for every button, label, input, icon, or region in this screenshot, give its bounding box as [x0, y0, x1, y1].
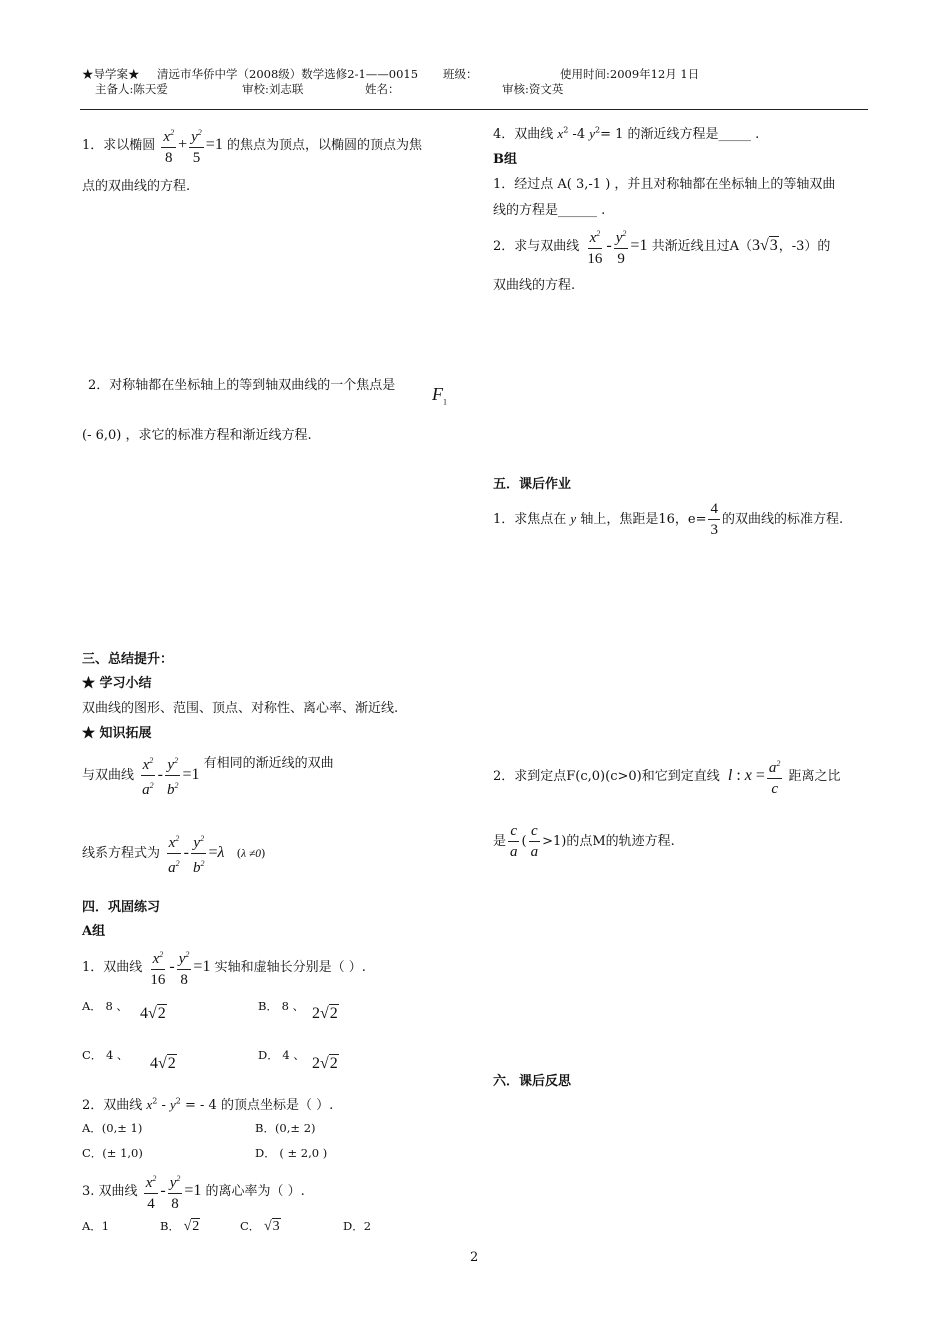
homework-1: 1．求焦点在 y 轴上，焦距是16，e= $\frac{4}{3}$ 的双曲线的标准方程. — [493, 501, 844, 538]
section-6-title: 六．课后反思 — [493, 1074, 572, 1089]
group-b-label: B组 — [493, 152, 517, 167]
option-a1-A: A． 8 、 — [82, 999, 128, 1013]
star-summary: ★ 学习小结 — [82, 676, 152, 691]
sqrt-expression: 4√2 — [150, 1055, 176, 1072]
extension-line-2: 线系方程式为 $\frac{x^2}{a^2}$ - $\frac{y^2}{b^2}$ =λ (λ ≠0) — [82, 830, 266, 877]
option-a2-A: A．(0,± 1) — [82, 1121, 143, 1135]
header-name: 姓名： — [365, 82, 400, 96]
practice-a3: 3. 双曲线 $\frac{x^2}{4}$ - $\frac{y^2}{8}$ =1 的离心率为（ ）. — [82, 1170, 305, 1213]
option-a1-B: B． 8 、 — [258, 999, 305, 1013]
page-number: 2 — [470, 1250, 479, 1265]
homework-2-cont: 是 $\frac{c}{a}$ ( $\frac{c}{a}$ >1)的点M的轨迹方程. — [493, 823, 675, 860]
fraction: $\frac{y^2}{b^2}$ — [165, 752, 181, 799]
header-author: 主备人:陈天爱 — [95, 82, 168, 96]
sqrt-expression: 2√2 — [312, 1005, 338, 1022]
question-b1-cont: 线的方程是______ . — [493, 203, 606, 218]
section-5-title: 五．课后作业 — [493, 477, 572, 492]
fraction: $\frac{x^2}{4}$ — [144, 1170, 159, 1213]
fraction: $\frac{a^2}{c}$ — [767, 755, 783, 798]
question-b2-cont: 双曲线的方程. — [493, 278, 576, 293]
option-a3-B: B． √2 — [160, 1219, 200, 1234]
option-a2-C: C．(± 1,0) — [82, 1146, 143, 1160]
fraction: $\frac{x^2}{a^2}$ — [140, 752, 156, 799]
option-a1-C: C． 4 、 — [82, 1048, 129, 1062]
option-a2-B: B．(0,± 2) — [255, 1121, 316, 1135]
fraction: $\frac{y^2}{b^2}$ — [191, 830, 207, 877]
section-3-title: 三、总结提升： — [82, 652, 174, 667]
fraction: $\frac{y^2}{8}$ — [168, 1170, 183, 1213]
header-class: 班级： — [443, 67, 478, 81]
fraction: $\frac{x^2}{8}$ — [161, 124, 176, 167]
practice-a1: 1．双曲线 $\frac{x^2}{16}$ - $\frac{y^2}{8}$ =1 实轴和虚轴长分别是（ ）. — [82, 946, 366, 989]
group-a-label: A组 — [82, 924, 106, 939]
question-b1: 1．经过点 A( 3,-1 ) ，并且对称轴都在坐标轴上的等轴双曲 — [493, 177, 836, 192]
option-a3-A: A．1 — [82, 1219, 110, 1233]
header-date: 使用时间:2009年12月 1日 — [560, 67, 700, 81]
question-1-cont: 点的双曲线的方程. — [82, 179, 191, 194]
question-b2: 2．求与双曲线 $\frac{x^2}{16}$ - $\frac{y^2}{9}$ =1 共渐近线且过A（3√3，-3）的 — [493, 225, 830, 268]
focus-F1: $F_1$ — [432, 384, 447, 407]
fraction: $\frac{x^2}{16}$ — [585, 225, 604, 268]
fraction: $\frac{c}{a}$ — [530, 823, 539, 860]
fraction: $\frac{c}{a}$ — [510, 823, 518, 860]
question-2-cont: (- 6,0) ，求它的标准方程和渐近线方程. — [82, 428, 312, 443]
extension-line-1: 与双曲线 $\frac{x^2}{a^2}$ - $\frac{y^2}{b^2}$ =1 有相同的渐近线的双曲 — [82, 752, 334, 799]
fraction: $\frac{y^2}{8}$ — [177, 946, 192, 989]
option-a3-C: C． √3 — [240, 1219, 280, 1234]
header-school: 清远市华侨中学（2008级）数学选修2-1——0015 — [157, 67, 419, 81]
fraction: $\frac{x^2}{a^2}$ — [166, 830, 182, 877]
option-a2-D: D． ( ± 2,0 ) — [255, 1146, 328, 1160]
summary-text: 双曲线的图形、范围、顶点、对称性、离心率、渐近线. — [82, 701, 399, 716]
header-title: ★导学案★ — [82, 67, 140, 81]
option-a3-D: D．2 — [343, 1219, 372, 1233]
question-4: 4．双曲线 $x^2$ -4 $y^2= 1$ 的渐近线方程是_____ . — [493, 125, 760, 142]
homework-2: 2．求到定点F(c,0)(c>0)和它到定直线 l : x = $\frac{a^2}{c}$ 距离之比 — [493, 755, 841, 798]
star-extension: ★ 知识拓展 — [82, 726, 152, 741]
header-auditor: 审核:资文英 — [502, 82, 564, 96]
sqrt-expression: 2√2 — [312, 1055, 338, 1072]
sqrt-expression: 4√2 — [140, 1005, 166, 1022]
fraction: $\frac{x^2}{16}$ — [148, 946, 167, 989]
question-2: 2．对称轴都在坐标轴上的等到轴双曲线的一个焦点是 — [88, 378, 396, 393]
fraction: $\frac{4}{3}$ — [710, 501, 718, 538]
section-4-title: 四．巩固练习 — [82, 900, 161, 915]
option-a1-D: D． 4 、 — [258, 1048, 305, 1062]
header-rule — [80, 109, 868, 110]
fraction: $\frac{y^2}{9}$ — [614, 225, 629, 268]
question-1: 1．求以椭圆 $\frac{x^2}{8}$ + $\frac{y^2}{5}$ =1 的焦点为顶点，以椭圆的顶点为焦 — [82, 124, 422, 167]
header-reviewer: 审校:刘志联 — [242, 82, 304, 96]
fraction: $\frac{y^2}{5}$ — [189, 124, 204, 167]
practice-a2: 2．双曲线 $x^2 - y^2$ = - 4 的顶点坐标是（ ）. — [82, 1096, 334, 1113]
